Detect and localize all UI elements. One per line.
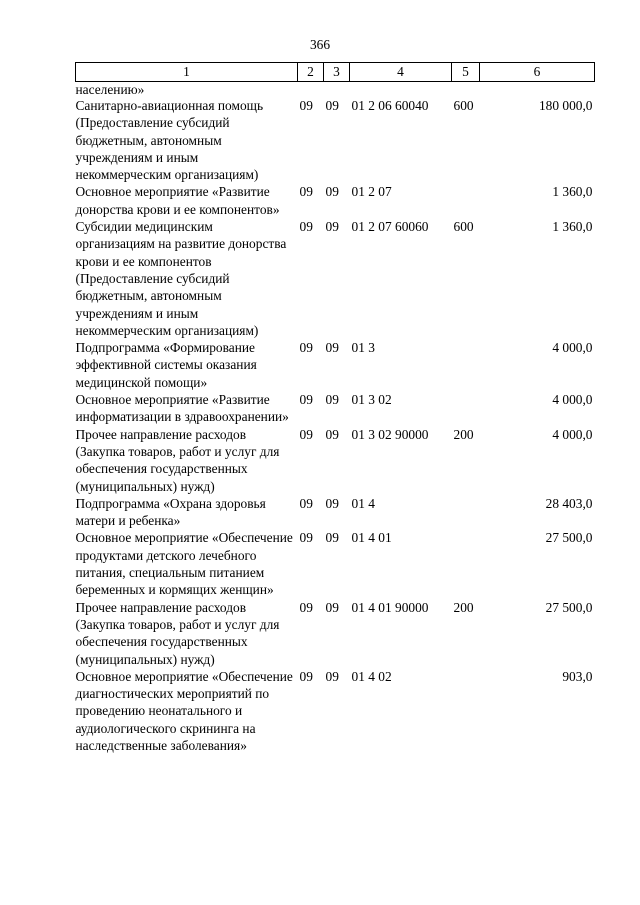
continuation-text: населению» (75, 82, 145, 97)
row-sum: 4 000,0 (552, 340, 593, 356)
row-rz: 09 (299, 219, 313, 235)
row-vr (452, 495, 480, 530)
row-vr (452, 339, 480, 391)
continuation-row (76, 82, 595, 98)
table-row (76, 426, 595, 495)
row-rz: 09 (299, 530, 313, 546)
row-csr: 01 3 02 90000 (351, 426, 429, 442)
row-pr: 09 (325, 426, 339, 442)
row-csr: 01 2 07 (351, 184, 392, 200)
row-name: Основное мероприятие «Обеспечение продуктами детского лечебного питания, специальным питанием беременных и кормящих женщин» (75, 530, 293, 598)
row-name: Прочее направление расходов (Закупка товаров, работ и услуг для обеспечения государственных (муниципальных) нужд) (75, 426, 280, 494)
row-vr (452, 668, 480, 754)
page-number: 366 (309, 37, 331, 52)
row-pr: 09 (325, 392, 339, 408)
header-col-2: 2 (298, 63, 324, 82)
row-vr (452, 529, 480, 598)
row-pr: 09 (325, 668, 339, 684)
table-row (76, 495, 595, 530)
row-rz: 09 (299, 392, 313, 408)
row-sum: 1 360,0 (552, 184, 593, 200)
row-name: Подпрограмма «Охрана здоровья матери и ребенка» (75, 495, 266, 529)
row-name: Прочее направление расходов (Закупка товаров, работ и услуг для обеспечения государственных (муниципальных) нужд) (75, 599, 280, 667)
header-col-1: 1 (76, 63, 298, 82)
row-rz: 09 (299, 426, 313, 442)
row-rz: 09 (299, 184, 313, 200)
row-pr: 09 (325, 340, 339, 356)
row-sum: 27 500,0 (545, 530, 593, 546)
row-sum: 27 500,0 (545, 599, 593, 615)
table-row (76, 339, 595, 391)
table-row (76, 97, 595, 183)
row-name: Основное мероприятие «Обеспечение диагностических мероприятий по проведению неонатального и аудиологического скрининга на наследственные заболевания» (75, 668, 293, 753)
row-sum: 28 403,0 (545, 495, 593, 511)
row-pr: 09 (325, 184, 339, 200)
budget-table (75, 62, 595, 754)
row-vr: 600 (453, 219, 474, 235)
row-csr: 01 3 02 (351, 392, 392, 408)
row-csr: 01 4 01 90000 (351, 599, 429, 615)
row-name: Санитарно-авиационная помощь (Предоставление субсидий бюджетным, автономным учреждениям и иным некоммерческим организациям) (75, 98, 264, 183)
row-vr: 200 (453, 599, 474, 615)
row-pr: 09 (325, 219, 339, 235)
row-pr: 09 (325, 530, 339, 546)
row-csr: 01 4 01 (351, 530, 392, 546)
header-col-3: 3 (324, 63, 350, 82)
header-col-5: 5 (452, 63, 480, 82)
header-col-4: 4 (350, 63, 452, 82)
row-csr: 01 4 (351, 495, 375, 511)
row-pr: 09 (325, 98, 339, 113)
row-rz: 09 (299, 98, 313, 113)
table-row (76, 529, 595, 598)
row-csr: 01 2 06 60040 (351, 98, 429, 113)
table-row (76, 599, 595, 668)
row-vr: 600 (453, 98, 474, 113)
row-sum: 4 000,0 (552, 392, 593, 408)
row-vr: 200 (453, 426, 474, 442)
row-vr (452, 391, 480, 426)
header-col-6: 6 (480, 63, 595, 82)
table-header-row (76, 63, 595, 82)
row-sum: 1 360,0 (552, 219, 593, 235)
row-rz: 09 (299, 599, 313, 615)
row-sum: 180 000,0 (538, 98, 593, 113)
row-name: Основное мероприятие «Развитие донорства крови и ее компонентов» (75, 184, 280, 217)
table-row (76, 183, 595, 218)
row-pr: 09 (325, 599, 339, 615)
row-rz: 09 (299, 495, 313, 511)
row-csr: 01 4 02 (351, 668, 392, 684)
row-sum: 4 000,0 (552, 426, 593, 442)
table-row (76, 668, 595, 754)
row-sum: 903,0 (562, 668, 593, 684)
table-row (76, 391, 595, 426)
row-pr: 09 (325, 495, 339, 511)
row-name: Основное мероприятие «Развитие информатизации в здравоохранении» (75, 392, 289, 425)
row-rz: 09 (299, 340, 313, 356)
table-row (76, 218, 595, 339)
row-csr: 01 2 07 60060 (351, 219, 429, 235)
row-name: Субсидии медицинским организациям на развитие донорства крови и ее компонентов (Предоставление субсидий бюджетным, автономным учреждениям и иным некоммерческим организациям) (75, 219, 287, 338)
row-vr (452, 183, 480, 218)
row-rz: 09 (299, 668, 313, 684)
row-csr: 01 3 (351, 340, 375, 356)
row-name: Подпрограмма «Формирование эффективной системы оказания медицинской помощи» (75, 340, 257, 390)
